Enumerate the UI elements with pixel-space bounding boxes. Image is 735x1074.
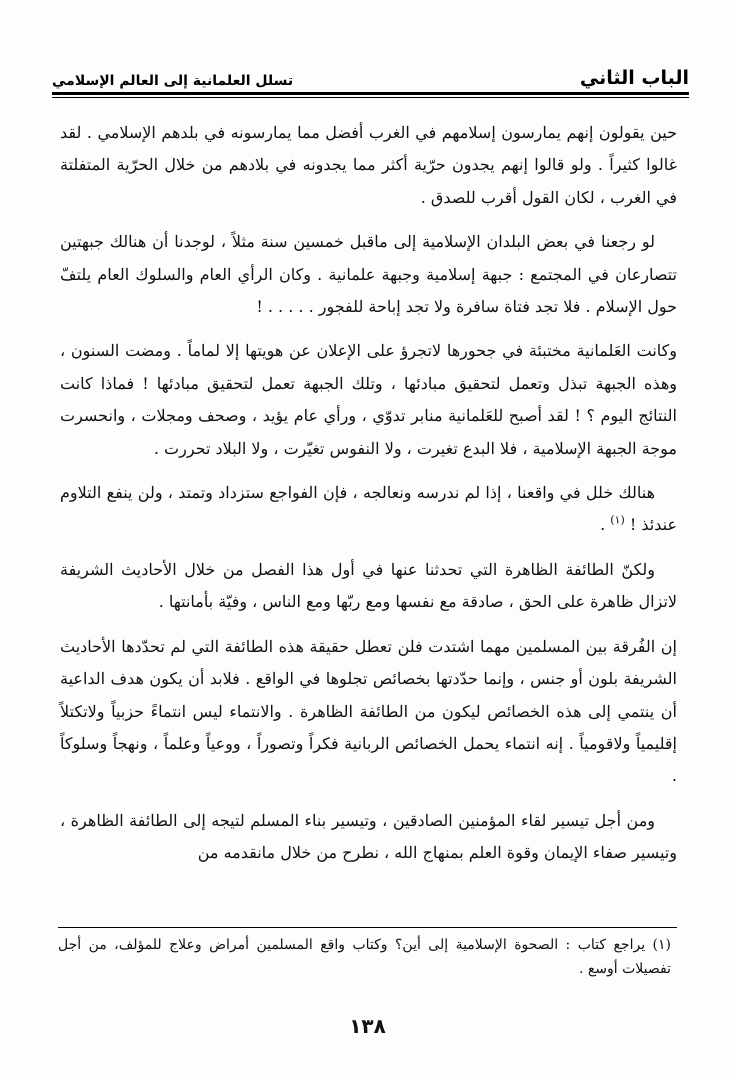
paragraph-4: [60, 477, 677, 542]
main-text: [60, 117, 677, 882]
paragraph-6: إن الفُرقة بين المسلمين مهما اشتدت فلن تعطل حقيقة هذه الطائفة التي لم تحدّدها الأحاديث الشريفة بلون أو جنس ، وإنما حدّدتها بخصائص تجلوها في الواقع . فلابد أن يكون هدف الداعية أن ينتمي إلى هذه الخصائص ليكون من الطائفة الظاهرة . والانتماء ليس انتماءً حزبياً ولاتكتلاً إقليمياً ولاقومياً . إنه انتماء يحمل الخصائص الربانية فكراً وتصوراً ، ووعياً وعلماً ، ونهجاً وسلوكاً .: [60, 636, 677, 786]
footnote-reference[interactable]: (١): [610, 514, 625, 528]
paragraph-7: ومن أجل تيسير لقاء المؤمنين الصادقين ، وتيسير بناء المسلم لتيجه إلى الطائفة الظاهرة ، وتيسير صفاء الإيمان وقوة العلم بمنهاج الله ، نطرح من خلال مانقدمه من: [60, 810, 677, 863]
book-title: تسلل العلمانية إلى العالم الإسلامي: [52, 73, 294, 89]
chapter-title: الباب الثاني: [579, 67, 689, 89]
paragraph-4-text: هنالك خلل في واقعنا ، إذا لم ندرسه ونعالجه ، فإن الفواجع ستزداد وتمتد ، ولن ينفع التلاوم عندئذ !: [60, 483, 677, 535]
running-header: [52, 60, 689, 88]
page-number: ١٣٨: [349, 1014, 386, 1038]
paragraph-5: ولكنّ الطائفة الظاهرة التي تحدثنا عنها في أول هذا الفصل من خلال الأحاديث الشريفة لاتزال ظاهرة على الحق ، صادقة مع نفسها ومع ربّها ومع الناس ، وفيّة بأمانتها .: [60, 559, 677, 612]
paragraph-2: لو رجعنا في بعض البلدان الإسلامية إلى ماقبل خمسين سنة مثلاً ، لوجدنا أن هنالك جبهتين تتصارعان في المجتمع : جبهة إسلامية وجبهة علمانية . وكان الرأي العام والسلوك العام يلتفّ حول الإسلام . فلا تجد فتاة سافرة ولا تجد إباحة للفجور . . . . . !: [60, 232, 677, 317]
footnote: (١) يراجع كتاب : الصحوة الإسلامية إلى أين؟ وكتاب واقع المسلمين أمراض وعلاج للمؤلف، من أجل تفصيلات أوسع .: [58, 937, 671, 977]
paragraph-3: وكانت العَلمانية مختبئة في جحورها لاتجرؤ على الإعلان عن هويتها إلا لماماً . ومضت السنون ، وهذه الجبهة تبذل وتعمل لتحقيق مبادئها ، وتلك الجبهة تعمل لتحقيق مبادئها ! فماذا كانت النتائج اليوم ؟ ! لقد أصبح للعَلمانية منابر تدوّي ، ورأي عام يؤيد ، وصحف ومجلات ، وانحسرت موجة الجبهة الإسلامية ، فلا البدع تغيرت ، ولا النفوس تغيّرت ، ولا البلاد تحررت .: [60, 341, 677, 458]
paragraph-1: حين يقولون إنهم يمارسون إسلامهم في الغرب أفضل مما يمارسونه في بلدهم الإسلامي . لقد غالوا كثيراً . ولو قالوا إنهم يجدون حرّية أكثر مما يجدونه في بلادهم من خلال الحرّية المتفلتة في الغرب ، لكان القول أقرب للصدق .: [60, 123, 677, 207]
footnote-separator: [58, 927, 677, 928]
header-rule-thin: [52, 97, 689, 98]
paragraph-4-end: .: [600, 515, 611, 535]
header-rule-thick: [52, 92, 689, 95]
